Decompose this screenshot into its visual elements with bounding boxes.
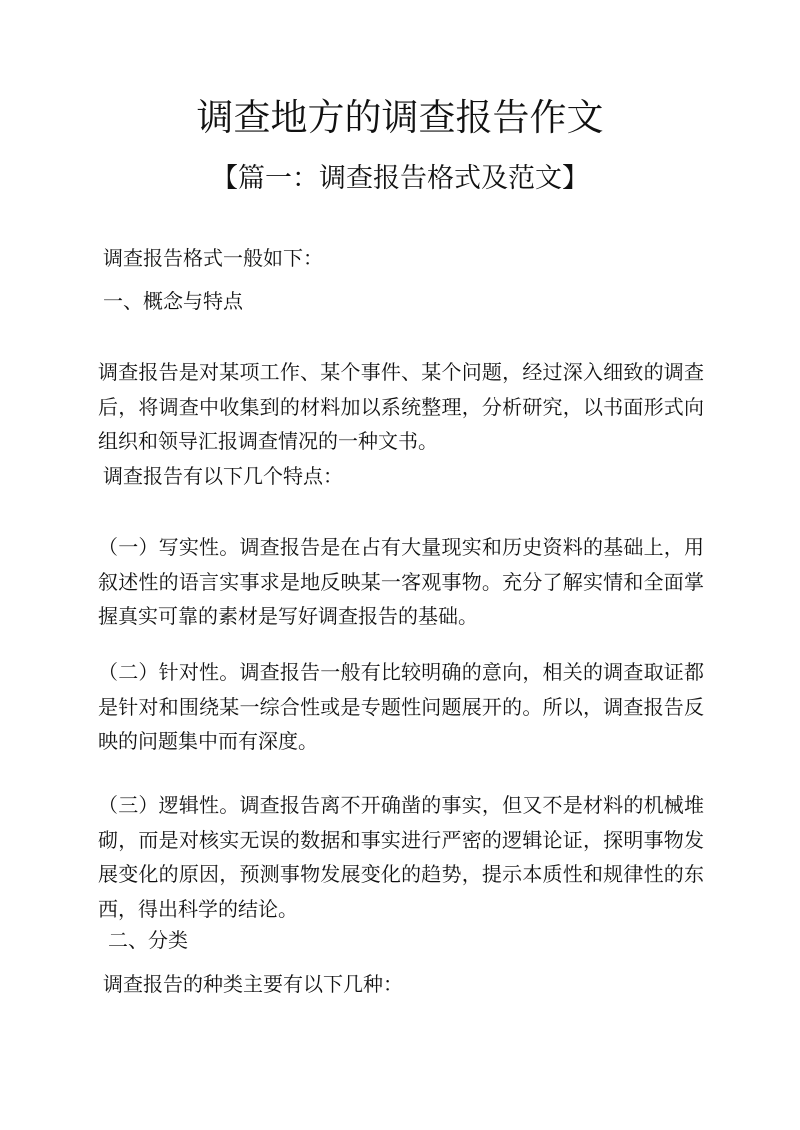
section-heading-classification: 二、分类	[108, 928, 188, 952]
definition-paragraph: 调查报告是对某项工作、某个事件、某个问题，经过深入细致的调查后，将调查中收集到的材料加以系统整理，分析研究，以书面形式向组织和领导汇报调查情况的一种文书。	[98, 360, 704, 453]
feature-realism-paragraph: （一）写实性。调查报告是在占有大量现实和历史资料的基础上，用叙述性的语言实事求是地反映某一客观事物。充分了解实情和全面掌握真实可靠的素材是写好调查报告的基础。	[98, 535, 704, 628]
document-subtitle: 【篇一：调查报告格式及范文】	[211, 163, 589, 194]
document-title: 调查地方的调查报告作文	[196, 96, 604, 139]
intro-line: 调查报告格式一般如下：	[103, 246, 323, 270]
section-heading-concept: 一、概念与特点	[103, 289, 243, 313]
feature-targeting-paragraph: （二）针对性。调查报告一般有比较明确的意向，相关的调查取证都是针对和围绕某一综合性或是专题性问题展开的。所以，调查报告反映的问题集中而有深度。	[98, 660, 704, 753]
features-intro: 调查报告有以下几个特点：	[103, 464, 343, 488]
feature-logic-paragraph: （三）逻辑性。调查报告离不开确凿的事实，但又不是材料的机械堆砌，而是对核实无误的数据和事实进行严密的逻辑论证，探明事物发展变化的原因，预测事物发展变化的趋势，提示本质性和规律性的东西，得出科学的结论。	[98, 793, 704, 921]
types-intro: 调查报告的种类主要有以下几种：	[103, 972, 403, 996]
